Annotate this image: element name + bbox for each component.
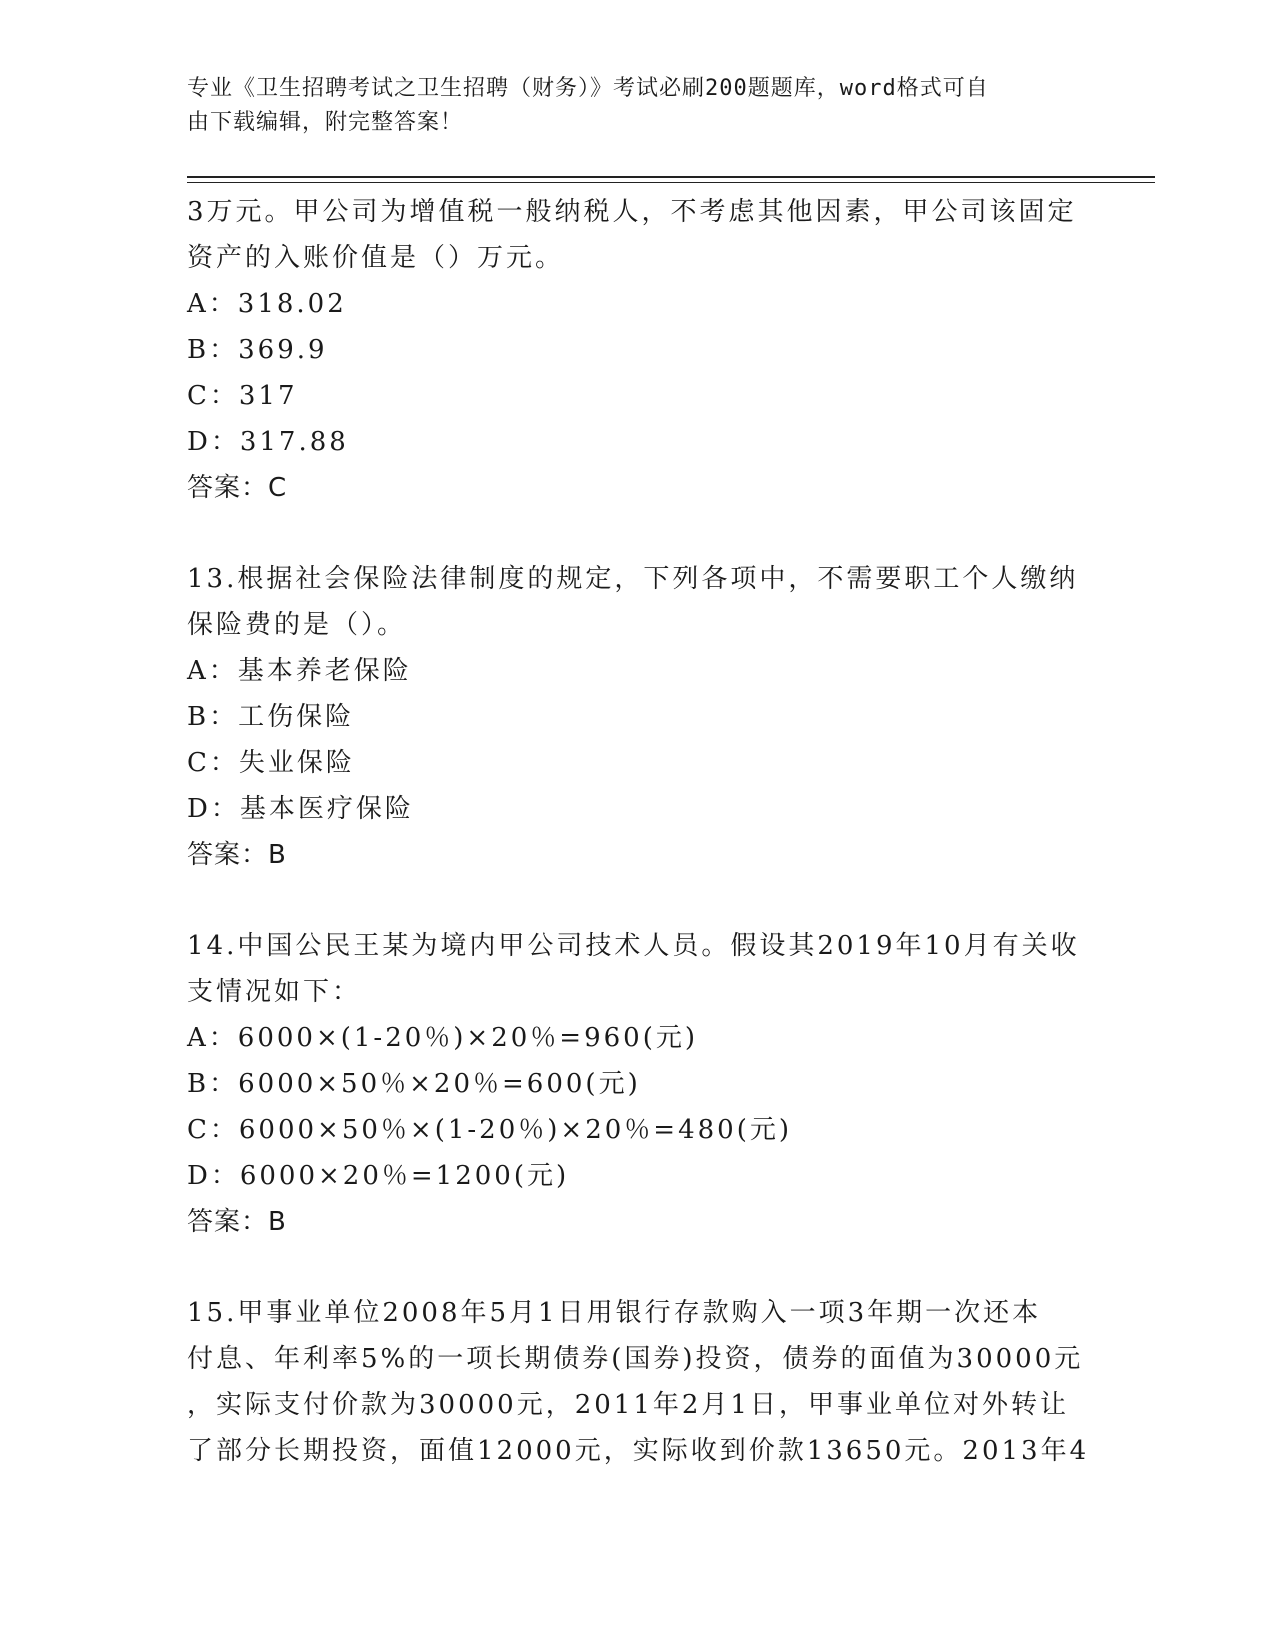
- question-stem-line: 保险费的是（）。: [187, 610, 407, 640]
- header-divider-thin: [187, 182, 1155, 183]
- option-b: B：6000×50％×20％=600(元): [187, 1069, 641, 1099]
- option-d: D：基本医疗保险: [187, 794, 414, 824]
- option-d: D：317.88: [187, 427, 349, 457]
- option-b: B：工伤保险: [187, 702, 355, 732]
- option-d: D：6000×20％=1200(元): [187, 1161, 570, 1191]
- header-line-2: 由下载编辑，附完整答案！: [187, 110, 464, 135]
- question-stem-line: 付息、年利率5%的一项长期债券(国券)投资，债券的面值为30000元: [187, 1344, 1084, 1374]
- question-stem-line: 15.甲事业单位2008年5月1日用银行存款购入一项3年期一次还本: [187, 1298, 1042, 1328]
- answer-line: 答案：B: [187, 1207, 287, 1237]
- option-c: C：317: [187, 381, 298, 411]
- option-c: C：6000×50％×(1-20％)×20％=480(元): [187, 1115, 792, 1145]
- option-a: A：6000×(1-20％)×20％=960(元): [187, 1023, 698, 1053]
- question-stem-line: 3万元。甲公司为增值税一般纳税人，不考虑其他因素，甲公司该固定: [187, 197, 1077, 227]
- question-14: [187, 923, 1107, 1245]
- answer-line: 答案：C: [187, 473, 288, 503]
- question-12: [187, 189, 1107, 511]
- question-stem-line: 14.中国公民王某为境内甲公司技术人员。假设其2019年10月有关收: [187, 931, 1080, 961]
- question-stem-line: 了部分长期投资，面值12000元，实际收到价款13650元。2013年4: [187, 1436, 1090, 1466]
- option-c: C：失业保险: [187, 748, 355, 778]
- option-a: A：基本养老保险: [187, 656, 412, 686]
- header-divider-thick: [187, 176, 1155, 178]
- answer-line: 答案：B: [187, 840, 287, 870]
- document-header: [187, 72, 1087, 140]
- question-13: [187, 556, 1107, 878]
- question-stem-line: 资产的入账价值是（）万元。: [187, 243, 565, 273]
- header-line-1: 专业《卫生招聘考试之卫生招聘（财务）》考试必刷200题题库，word格式可自: [187, 76, 989, 101]
- option-a: A：318.02: [187, 289, 347, 319]
- option-b: B：369.9: [187, 335, 328, 365]
- question-15: [187, 1290, 1107, 1474]
- question-stem-line: ，实际支付价款为30000元，2011年2月1日，甲事业单位对外转让: [187, 1390, 1069, 1420]
- question-stem-line: 13.根据社会保险法律制度的规定，下列各项中，不需要职工个人缴纳: [187, 564, 1079, 594]
- document-body: [187, 189, 1107, 1474]
- question-stem-line: 支情况如下：: [187, 977, 362, 1007]
